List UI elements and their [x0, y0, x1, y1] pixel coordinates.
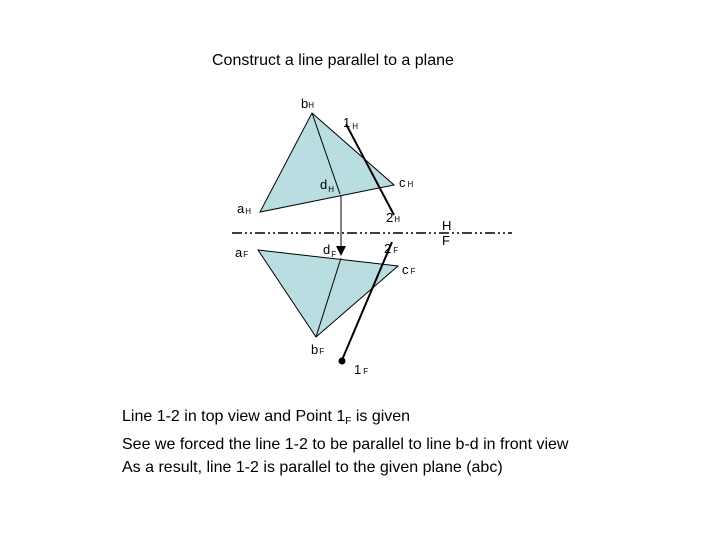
label-aF: aF — [235, 245, 249, 260]
fold-label-H: H — [442, 218, 452, 233]
caption-line-3: As a result, line 1-2 is parallel to the given plane (abc) — [122, 459, 503, 476]
fold-label-F: F — [442, 233, 450, 248]
caption — [122, 405, 568, 479]
plane-front-view — [258, 250, 398, 337]
label-2F: 2 F — [384, 241, 399, 256]
projector-arrowhead — [336, 246, 346, 256]
caption-line-1: Line 1-2 in top view and Point 1F is given — [122, 408, 411, 427]
label-dH: dH — [320, 177, 335, 194]
label-cF: c F — [402, 262, 416, 277]
label-dF: dF — [323, 242, 337, 259]
label-bH: bH — [301, 96, 315, 111]
label-aH: aH — [237, 201, 252, 216]
page-title: Construct a line parallel to a plane — [212, 52, 454, 69]
label-1H: 1 H — [343, 115, 359, 131]
plane-top-view — [260, 113, 394, 212]
label-1F: 1 F — [354, 362, 369, 377]
label-cH: c H — [399, 175, 414, 190]
label-bF: bF — [311, 342, 325, 357]
caption-line-2: See we forced the line 1-2 to be parallel to line b-d in front view — [122, 436, 569, 453]
label-2H: 2H — [386, 210, 401, 225]
point-1F — [339, 358, 346, 365]
